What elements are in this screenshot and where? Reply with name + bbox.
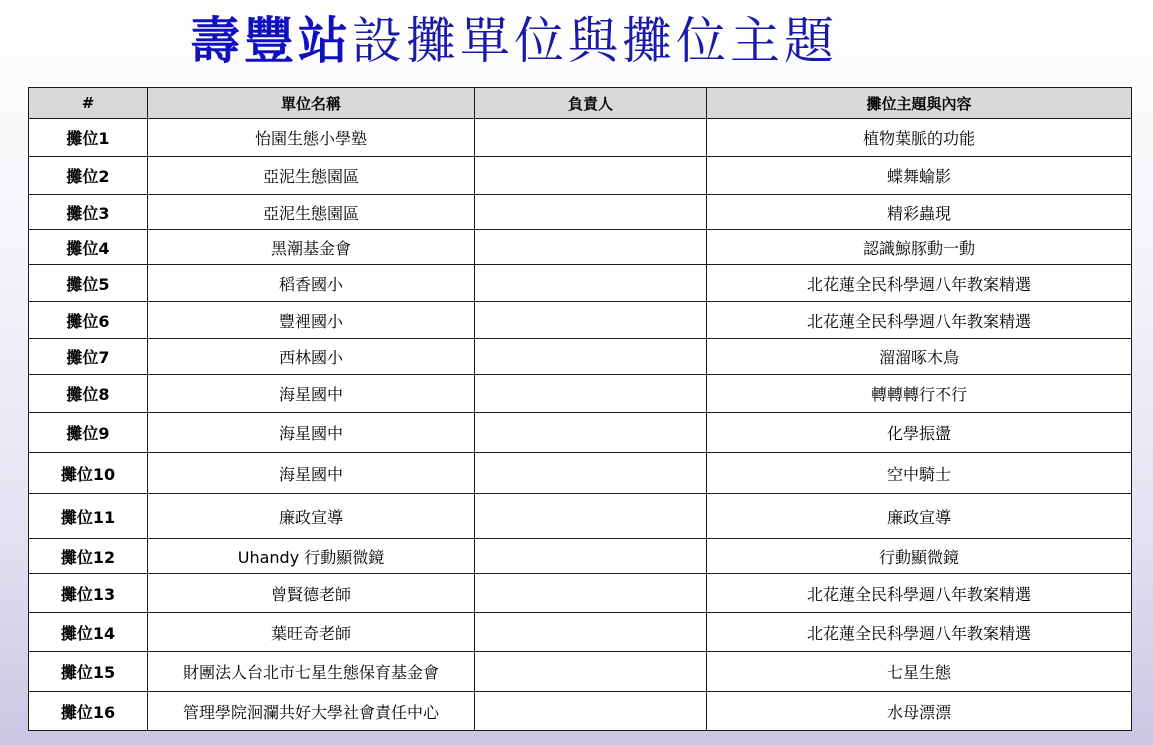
unit-name-cell: 葉旺奇老師 (148, 613, 475, 652)
page-title-station: 壽豐站 (190, 11, 352, 70)
stall-table-body (29, 119, 1132, 731)
stall-theme-cell: 認識鯨豚動一動 (707, 230, 1132, 265)
stall-number-cell: 攤位1 (29, 119, 148, 157)
stall-number-cell: 攤位14 (29, 613, 148, 652)
table-row (29, 494, 1132, 539)
table-row (29, 339, 1132, 375)
person-in-charge-cell (475, 453, 707, 494)
table-row (29, 195, 1132, 230)
person-in-charge-cell (475, 302, 707, 339)
stall-number-cell: 攤位10 (29, 453, 148, 494)
stall-number-cell: 攤位5 (29, 265, 148, 302)
table-row (29, 692, 1132, 731)
stall-number-cell: 攤位4 (29, 230, 148, 265)
table-row (29, 413, 1132, 453)
person-in-charge-cell (475, 157, 707, 195)
stall-number-cell: 攤位8 (29, 375, 148, 413)
page-title (190, 6, 838, 76)
stall-theme-cell: 七星生態 (707, 652, 1132, 692)
unit-name-cell: 海星國中 (148, 453, 475, 494)
person-in-charge-cell (475, 692, 707, 731)
unit-name-cell: 海星國中 (148, 413, 475, 453)
person-in-charge-cell (475, 413, 707, 453)
stall-theme-cell: 空中騎士 (707, 453, 1132, 494)
unit-name-cell: 怡園生態小學塾 (148, 119, 475, 157)
unit-name-cell: 廉政宣導 (148, 494, 475, 539)
table-row (29, 613, 1132, 652)
person-in-charge-cell (475, 613, 707, 652)
unit-name-cell: 亞泥生態園區 (148, 157, 475, 195)
table-row (29, 119, 1132, 157)
table-row (29, 539, 1132, 574)
table-row (29, 302, 1132, 339)
stall-theme-cell: 轉轉轉行不行 (707, 375, 1132, 413)
table-row (29, 574, 1132, 613)
stall-number-cell: 攤位13 (29, 574, 148, 613)
stall-theme-cell: 北花蓮全民科學週八年教案精選 (707, 302, 1132, 339)
stall-theme-cell: 行動顯微鏡 (707, 539, 1132, 574)
stall-theme-cell: 北花蓮全民科學週八年教案精選 (707, 265, 1132, 302)
stall-theme-cell: 溜溜啄木鳥 (707, 339, 1132, 375)
stall-number-cell: 攤位6 (29, 302, 148, 339)
stall-number-cell: 攤位7 (29, 339, 148, 375)
unit-name-cell: Uhandy 行動顯微鏡 (148, 539, 475, 574)
table-row (29, 157, 1132, 195)
stall-theme-cell: 蝶舞蝓影 (707, 157, 1132, 195)
header-person-in-charge: 負責人 (475, 88, 707, 119)
stall-number-cell: 攤位9 (29, 413, 148, 453)
stall-number-cell: 攤位3 (29, 195, 148, 230)
person-in-charge-cell (475, 574, 707, 613)
header-row (29, 88, 1132, 119)
person-in-charge-cell (475, 375, 707, 413)
person-in-charge-cell (475, 119, 707, 157)
stall-theme-cell: 廉政宣導 (707, 494, 1132, 539)
unit-name-cell: 亞泥生態園區 (148, 195, 475, 230)
person-in-charge-cell (475, 230, 707, 265)
person-in-charge-cell (475, 494, 707, 539)
stall-number-cell: 攤位12 (29, 539, 148, 574)
unit-name-cell: 稻香國小 (148, 265, 475, 302)
table-row (29, 375, 1132, 413)
stall-theme-cell: 水母漂漂 (707, 692, 1132, 731)
unit-name-cell: 財團法人台北市七星生態保育基金會 (148, 652, 475, 692)
table-row (29, 265, 1132, 302)
table-row (29, 453, 1132, 494)
stall-number-cell: 攤位2 (29, 157, 148, 195)
header-stall-theme: 攤位主題與內容 (707, 88, 1132, 119)
unit-name-cell: 豐裡國小 (148, 302, 475, 339)
header-unit-name: 單位名稱 (148, 88, 475, 119)
stall-table-header (29, 88, 1132, 119)
person-in-charge-cell (475, 339, 707, 375)
unit-name-cell: 海星國中 (148, 375, 475, 413)
table-row (29, 230, 1132, 265)
stall-theme-cell: 北花蓮全民科學週八年教案精選 (707, 574, 1132, 613)
unit-name-cell: 西林國小 (148, 339, 475, 375)
person-in-charge-cell (475, 652, 707, 692)
header-number: # (29, 88, 148, 119)
person-in-charge-cell (475, 539, 707, 574)
page-title-rest: 設攤單位與攤位主題 (352, 12, 838, 70)
unit-name-cell: 管理學院洄瀾共好大學社會責任中心 (148, 692, 475, 731)
stall-theme-cell: 化學振盪 (707, 413, 1132, 453)
person-in-charge-cell (475, 265, 707, 302)
stall-theme-cell: 精彩蟲現 (707, 195, 1132, 230)
unit-name-cell: 曾賢德老師 (148, 574, 475, 613)
unit-name-cell: 黑潮基金會 (148, 230, 475, 265)
stall-theme-cell: 北花蓮全民科學週八年教案精選 (707, 613, 1132, 652)
stall-number-cell: 攤位11 (29, 494, 148, 539)
stall-table (28, 87, 1132, 731)
person-in-charge-cell (475, 195, 707, 230)
stall-number-cell: 攤位15 (29, 652, 148, 692)
table-row (29, 652, 1132, 692)
stall-number-cell: 攤位16 (29, 692, 148, 731)
stall-theme-cell: 植物葉脈的功能 (707, 119, 1132, 157)
